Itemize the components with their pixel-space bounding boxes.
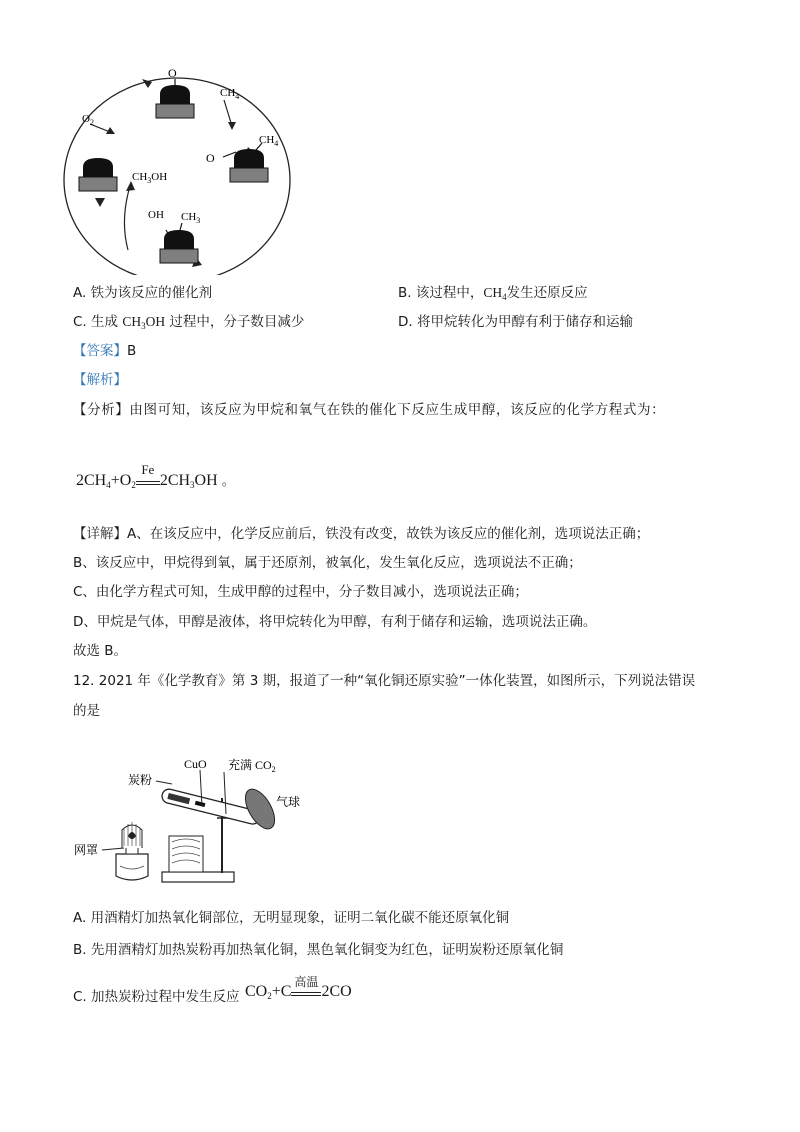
cycle-arrow-left (95, 198, 105, 207)
label-o-top: O (168, 66, 177, 80)
ch3oh-output-arrow (124, 186, 130, 250)
label-carbon-powder: 炭粉 (128, 773, 153, 787)
alcohol-lamp-with-mesh (102, 822, 148, 880)
q11-option-d: D. 将甲烷转化为甲醇有利于储存和运输 (398, 314, 633, 330)
catalytic-cycle-diagram (60, 60, 320, 275)
q12-option-b: B. 先用酒精灯加热炭粉再加热氧化铜，黑色氧化铜变为红色，证明炭粉还原氧化铜 (73, 942, 564, 958)
catalyst-left (79, 158, 117, 191)
detail-c: C、由化学方程式可知，生成甲醇的过程中，分子数目减小，选项说法正确； (73, 584, 528, 600)
analysis-fenxi: 【分析】由图可知，该反应为甲烷和氧气在铁的催化下反应生成甲醇，该反应的化学方程式为： (73, 402, 666, 418)
answer-tag: 【答案】 (73, 343, 127, 359)
stand-base (162, 872, 234, 882)
detail-b: B、该反应中，甲烷得到氧，属于还原剂，被氧化，发生氧化反应，选项说法不正确； (73, 555, 582, 571)
label-ch4-in: $CH_4$ (220, 87, 240, 101)
label-o2: $O_2$ (82, 113, 94, 127)
q11-option-c: C. 生成 $CH_3OH$ 过程中，分子数目减少 (73, 314, 305, 331)
equation-condition: Fe (136, 479, 160, 485)
q12-stem-line2: 的是 (73, 703, 100, 719)
label-ch3: $CH_3$ (181, 211, 201, 225)
q12-option-c: C. 加热炭粉过程中发生反应 (73, 989, 240, 1005)
analysis-tag: 【解析】 (73, 372, 127, 388)
label-balloon: 气球 (276, 795, 301, 809)
answer-line (73, 341, 136, 361)
label-filled-co2: 充满 $CO_2$ (228, 758, 276, 774)
label-cuo: CuO (184, 757, 207, 771)
catalyst-bottom (160, 223, 198, 263)
q12-option-a: A. 用酒精灯加热氧化铜部位，无明显现象，证明二氧化碳不能还原氧化铜 (73, 910, 510, 926)
q12-stem-line1: 12. 2021 年《化学教育》第 3 期，报道了一种“氧化铜还原实验”一体化装置，如图所示，下列说法错误 (73, 673, 696, 689)
methanol-equation: $2CH_4+O_2$ Fe $2CH_3OH$ 。 (76, 462, 235, 490)
q11-option-b: B. 该过程中，$CH_4$发生还原反应 (398, 285, 588, 302)
label-oh: OH (148, 209, 164, 221)
catalyst-right (223, 143, 268, 182)
answer-value: B (127, 343, 137, 359)
catalyst-top (156, 79, 194, 118)
label-mesh-cover: 网罩 (74, 843, 99, 857)
apparatus-diagram (72, 750, 302, 890)
conclusion: 故选 B。 (73, 643, 128, 659)
detail-d: D、甲烷是气体，甲醇是液体，将甲烷转化为甲醇，有利于储存和运输，选项说法正确。 (73, 614, 597, 630)
q11-option-a: A. 铁为该反应的催化剂 (73, 285, 213, 301)
equation-condition-high-temp: 高温 (291, 990, 321, 996)
detail-a: 【详解】A、在该反应中，化学反应前后，铁没有改变，故铁为该反应的催化剂，选项说法正确； (73, 526, 650, 542)
label-ch3oh: $CH_3OH$ (132, 171, 168, 185)
label-o-right: O (206, 151, 215, 165)
q12-option-c-equation: $CO_2+C$ 高温 2CO (245, 975, 352, 1001)
label-ch4-right: $CH_4$ (259, 134, 279, 148)
